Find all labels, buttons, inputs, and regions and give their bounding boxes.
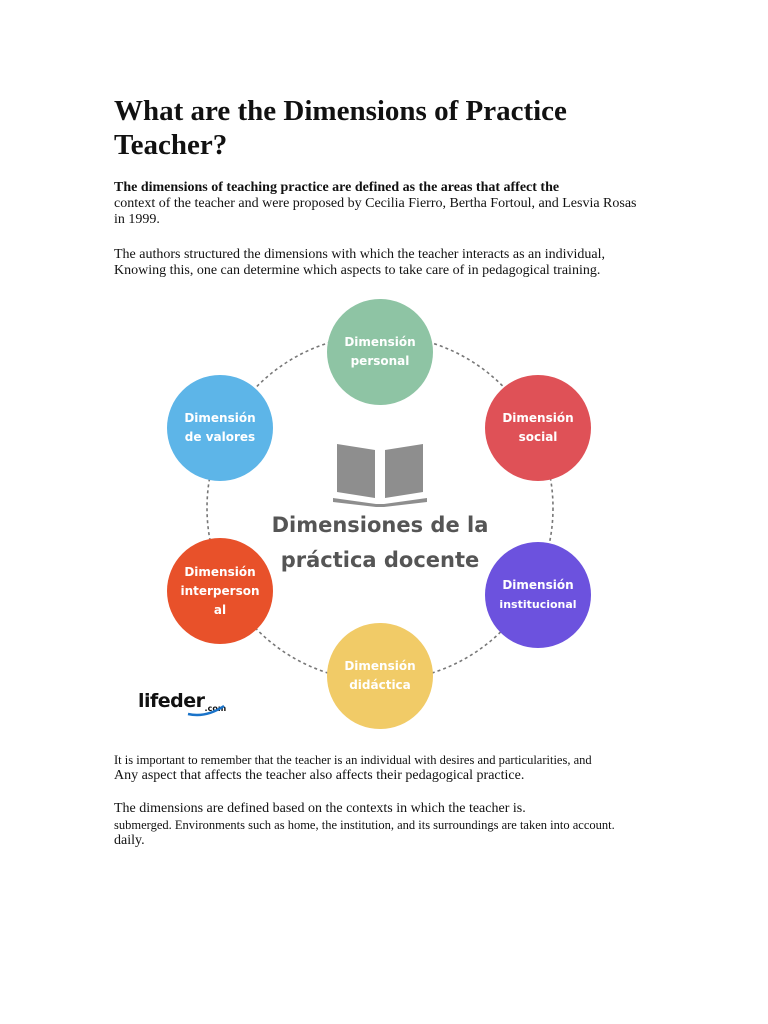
center-title-line: Dimensiones de la bbox=[271, 513, 489, 537]
node-label: Dimensión bbox=[184, 564, 256, 579]
authors-paragraph bbox=[114, 247, 674, 279]
open-book-icon bbox=[333, 444, 427, 507]
paragraph-line: The dimensions are defined based on the contexts in which the teacher is. bbox=[114, 801, 526, 816]
node-label: personal bbox=[350, 354, 410, 368]
logo-name: lifeder bbox=[138, 690, 205, 712]
paragraph-line: daily. bbox=[114, 833, 145, 848]
dimensions-diagram bbox=[150, 296, 610, 726]
node-label: Dimensión bbox=[344, 659, 416, 673]
lifeder-logo bbox=[138, 690, 226, 720]
node-dimension-personal bbox=[327, 299, 433, 405]
contexts-paragraph bbox=[114, 801, 674, 849]
logo-swoosh-icon bbox=[186, 704, 226, 718]
node-label: Dimensión bbox=[184, 411, 256, 425]
paragraph-line: It is important to remember that the teacher is an individual with desires and particularities, and bbox=[114, 753, 592, 767]
node-label: Dimensión bbox=[502, 578, 574, 592]
node-dimension-institucional bbox=[485, 542, 591, 648]
teacher-paragraph bbox=[114, 752, 674, 784]
node-label: al bbox=[213, 602, 227, 617]
diagram-center-title bbox=[255, 508, 505, 578]
article-title: What are the Dimensions of Practice Teacher? bbox=[114, 95, 567, 161]
node-label: didáctica bbox=[349, 678, 411, 692]
paragraph-line: Knowing this, one can determine which aspects to take care of in pedagogical training. bbox=[114, 263, 601, 278]
node-label: institucional bbox=[499, 598, 577, 611]
paragraph-line: submerged. Environments such as home, the institution, and its surroundings are taken into account. bbox=[114, 818, 615, 832]
node-label: Dimensión bbox=[344, 335, 416, 349]
intro-line: in 1999. bbox=[114, 212, 160, 227]
paragraph-line: The authors structured the dimensions with which the teacher interacts as an individual, bbox=[114, 247, 606, 262]
logo-suffix: .com bbox=[204, 704, 227, 713]
node-label: de valores bbox=[184, 430, 256, 444]
intro-bold-line: The dimensions of teaching practice are defined as the areas that affect the bbox=[114, 180, 560, 195]
intro-line: context of the teacher and were proposed by Cecilia Fierro, Bertha Fortoul, and Lesvia Rosas bbox=[114, 196, 637, 211]
node-dimension-social bbox=[485, 375, 591, 481]
paragraph-line: Any aspect that affects the teacher also affects their pedagogical practice. bbox=[114, 768, 525, 783]
node-label: social bbox=[518, 430, 558, 444]
node-label: Dimensión bbox=[502, 411, 574, 425]
node-dimension-didactica bbox=[327, 623, 433, 729]
intro-paragraph bbox=[114, 180, 674, 228]
node-label: interperson bbox=[180, 583, 260, 598]
center-title-line: práctica docente bbox=[280, 548, 480, 572]
node-dimension-interpersonal bbox=[167, 538, 273, 644]
node-dimension-valores bbox=[167, 375, 273, 481]
